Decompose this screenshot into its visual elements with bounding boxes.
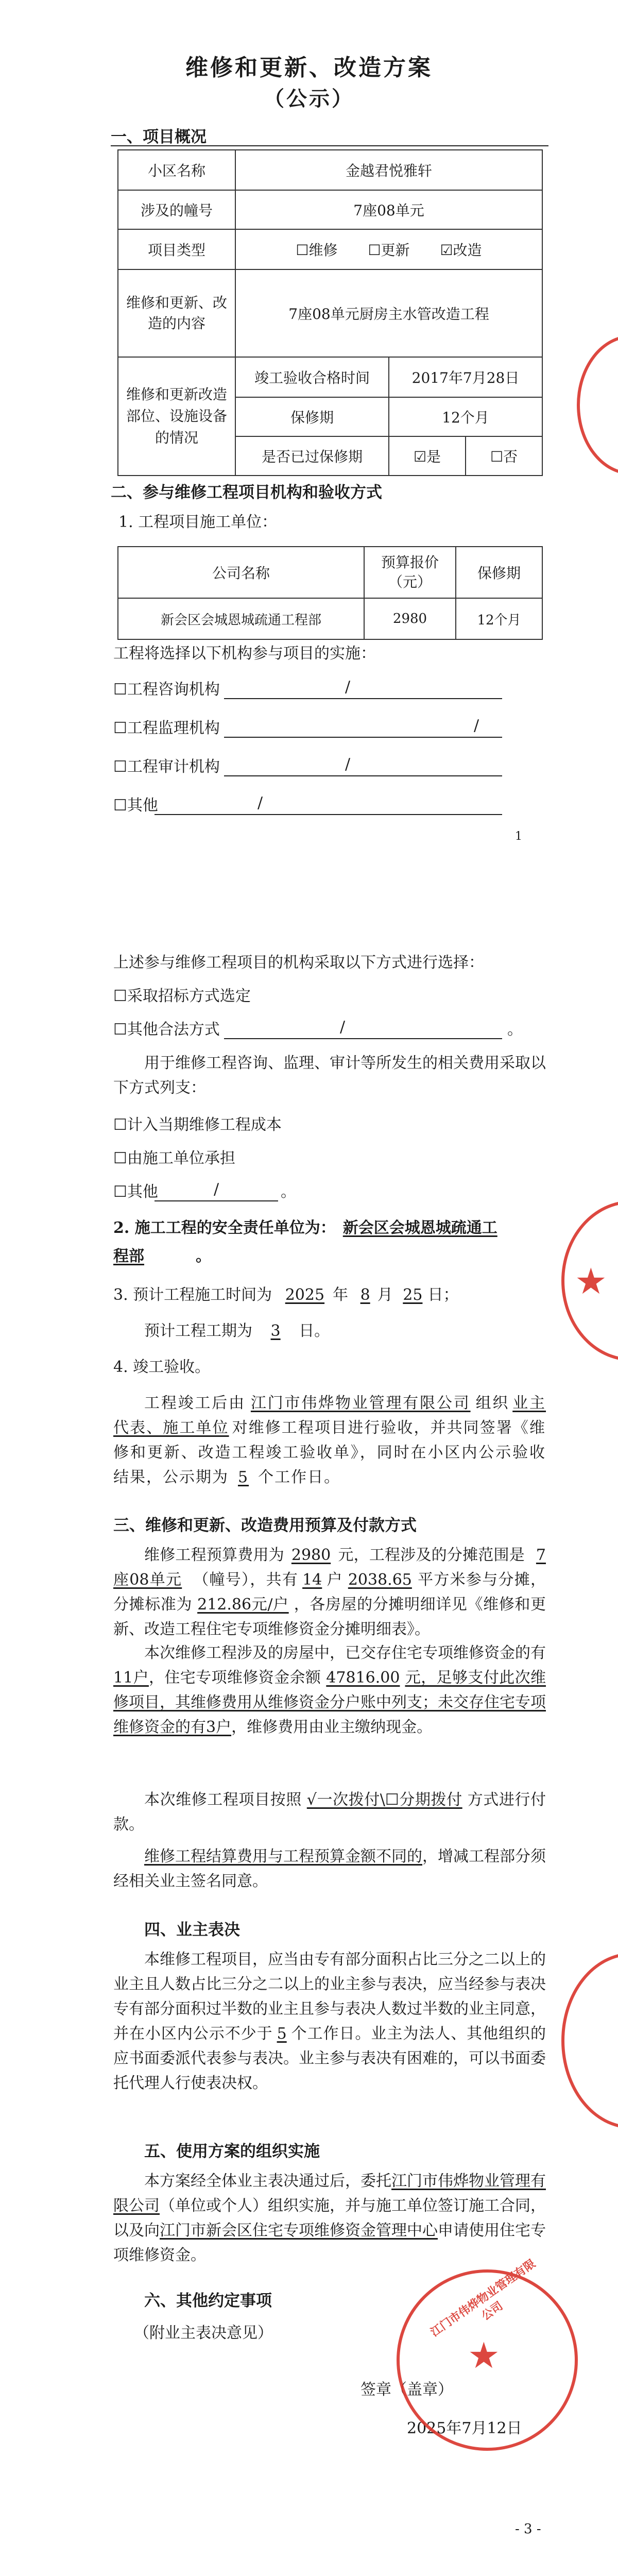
section-4-heading: 四、业主表决 <box>144 1921 240 1939</box>
start-year: 2025 <box>285 1286 325 1304</box>
warranty-label: 维修和更新改造部位、设施设备的情况 <box>118 357 235 476</box>
document-subtitle: （公示） <box>264 87 354 111</box>
acceptance-b: 组织 <box>475 1394 510 1412</box>
community-value: 金越君悦雅轩 <box>235 150 542 190</box>
type-options <box>235 229 542 269</box>
org-supervision-slash: / <box>474 717 479 735</box>
selection-other: ☐其他合法方式 <box>113 1021 220 1039</box>
fund-a: 本次维修工程涉及的房屋中，已交存住宅专项维修资金的有 <box>144 1644 546 1662</box>
seal-star-icon-2: ★ <box>575 1260 607 1302</box>
org-other-blank <box>154 814 502 815</box>
budget-a: 维修工程预算费用为 <box>144 1546 284 1564</box>
content-label: 维修和更新、改造的内容 <box>118 269 235 357</box>
expired-yes: ☑是 <box>389 436 466 476</box>
org-supervision-blank <box>224 737 502 738</box>
company-seal-edge-1 <box>561 1953 618 2129</box>
type-label: 项目类型 <box>118 229 235 269</box>
period-prefix: 预计工程工期为 <box>144 1322 252 1340</box>
selection-other-slash: / <box>340 1018 346 1036</box>
org-consulting-slash: / <box>345 678 351 696</box>
year-char: 年 <box>333 1286 349 1304</box>
adjust-text <box>113 1844 546 1894</box>
start-month: 8 <box>360 1286 370 1304</box>
fee-other-slash: / <box>214 1180 219 1198</box>
orgs-intro: 工程将选择以下机构参与项目的实施： <box>113 645 376 663</box>
acceptance-heading: 4. 竣工验收。 <box>113 1358 211 1376</box>
company-seal-edge-3 <box>577 335 618 475</box>
budget-value: 2980 <box>291 1546 331 1564</box>
impl-b: （单位或个人）组织实施，并与施工单位签订施工合同，以及向 <box>113 2197 546 2240</box>
section-1-heading: 一、项目概况 <box>111 128 207 146</box>
seal-star-icon: ★ <box>468 2334 500 2377</box>
budget-b: 元，工程涉及的分摊范围是 <box>338 1546 525 1564</box>
budget-text <box>113 1543 546 1642</box>
payment-option: √一次拨付\☐分期拨付 <box>306 1791 462 1809</box>
seal-text: 江门市伟烨物业管理有限公司 <box>428 2257 538 2340</box>
payment-a: 本次维修工程项目按照 <box>144 1791 302 1809</box>
selection-bid: ☐采取招标方式选定 <box>113 987 251 1005</box>
vote-b: 个工作日。业主为法人、其他组织的应书面委派代表参与表决。业主参与表决有困难的，可以书面委托代理人行使表决权。 <box>113 2025 546 2092</box>
period-value: 12个月 <box>389 397 542 436</box>
rate-value: 212.86元/户 <box>197 1596 289 1614</box>
signature-label: 签章（盖章） <box>360 2381 453 2399</box>
org-supervision: ☐工程监理机构 <box>113 719 220 737</box>
fund-d: ，维修费用由业主缴纳现金。 <box>231 1718 433 1736</box>
adjust-a: 维修工程结算费用与工程预算金额不同的 <box>144 1848 422 1866</box>
period-mark-2: 。 <box>281 1183 296 1201</box>
contractor-table <box>117 546 543 640</box>
rate-b: ，各房屋的分摊明细详见《维修和更新、改造工程住宅专项维修资金分摊明细表》。 <box>113 1596 546 1638</box>
area-b: 平方米参与分摊，分摊标准为 <box>113 1571 546 1614</box>
fee-text: 用于维修工程咨询、监理、审计等所发生的相关费用采取以下方式列支： <box>113 1054 546 1097</box>
vote-days: 5 <box>277 2025 287 2043</box>
impl-company: 江门市伟烨物业管理有限公司 <box>113 2172 546 2215</box>
project-overview-table <box>117 149 543 476</box>
impl-center: 江门市新会区住宅专项维修资金管理中心 <box>160 2222 438 2240</box>
org-audit-slash: / <box>345 755 351 773</box>
period-mark: 。 <box>507 1021 523 1039</box>
start-prefix: 3. 预计工程施工时间为 <box>113 1286 272 1304</box>
safety-unit-b: 程部 <box>113 1247 144 1265</box>
side-mark: 1 <box>515 830 522 843</box>
fee-option-1: ☐计入当期维修工程成本 <box>113 1116 282 1134</box>
col-warranty: 保修期 <box>456 547 542 598</box>
selection-intro: 上述参与维修工程项目的机构采取以下方式进行选择： <box>113 954 484 972</box>
section-2-heading: 二、参与维修工程项目机构和验收方式 <box>111 483 382 502</box>
safety-unit-a: 新会区会城恩城疏通工 <box>342 1219 497 1237</box>
fund-text <box>113 1641 546 1740</box>
acceptance-d: 个工作日。 <box>258 1468 341 1486</box>
acceptance-label: 竣工验收合格时间 <box>235 357 389 397</box>
start-line <box>113 1283 458 1308</box>
fund-balance: 47816.00 <box>326 1669 400 1687</box>
type-renovate-checkbox: ☑改造 <box>440 242 482 259</box>
unpaid-households: 3户 <box>206 1718 232 1736</box>
payment-text <box>113 1788 546 1837</box>
org-other-slash: / <box>258 794 263 812</box>
acceptance-days: 5 <box>238 1468 249 1486</box>
expired-no: ☐否 <box>466 436 542 476</box>
acceptance-text <box>113 1391 546 1490</box>
day-char: 日； <box>427 1286 459 1304</box>
adjust-b: ，增减工程部分须经相关业主签名同意。 <box>113 1848 546 1890</box>
section-1-rule <box>111 145 548 146</box>
org-audit: ☐工程审计机构 <box>113 758 220 776</box>
org-audit-blank <box>224 775 502 776</box>
households-b: 户 <box>326 1571 343 1589</box>
col-company: 公司名称 <box>118 547 364 598</box>
section-3-heading: 三、维修和更新、改造费用预算及付款方式 <box>113 1516 417 1535</box>
company-seal-bottom <box>397 2257 578 2451</box>
implementation-text <box>113 2169 546 2268</box>
building-value: 7座08单元 <box>235 190 542 229</box>
period-days: 3 <box>270 1322 281 1340</box>
safety-line <box>113 1216 497 1241</box>
scope-b: （幢号），共有 <box>193 1571 299 1589</box>
org-consulting-blank <box>224 698 502 699</box>
type-repair-checkbox: ☐维修 <box>296 242 338 259</box>
period-suffix: 日。 <box>299 1322 330 1340</box>
attachment-note: （附业主表决意见） <box>134 2324 273 2342</box>
signature-date-rest: 年7月12日 <box>446 2419 522 2437</box>
content-value: 7座08单元厨房主水管改造工程 <box>235 269 542 357</box>
fund-c: 元，足够支付此次维修项目，其维修费用从维修资金分户账中列支；未交存住宅专项维修资金的有 <box>113 1669 546 1736</box>
contractor-warranty: 12个月 <box>456 598 542 639</box>
fee-option-3: ☐其他 <box>113 1183 158 1201</box>
section-5-heading: 五、使用方案的组织实施 <box>144 2142 320 2161</box>
impl-c: 申请使用住宅专项维修资金。 <box>113 2222 546 2264</box>
acceptance-c: 对维修工程项目进行验收，并共同签署《维修和更新、改造工程竣工验收单》，同时在小区内公示验收结果，公示期为 <box>113 1419 546 1486</box>
col-budget: 预算报价（元） <box>364 547 456 598</box>
contractor-item: 1. 工程项目施工单位： <box>118 513 278 531</box>
impl-a: 本方案经全体业主表决通过后，委托 <box>144 2172 391 2190</box>
contractor-company: 新会区会城恩城疏通工程部 <box>118 598 364 639</box>
safety-line-2: 程部 。 <box>113 1247 211 1265</box>
safety-prefix: 2. 施工工程的安全责任单位为： <box>113 1219 336 1237</box>
acceptance-a: 工程竣工后由 <box>144 1394 246 1412</box>
acceptance-company: 江门市伟烨物业管理有限公司 <box>250 1394 471 1412</box>
document-title: 维修和更新、改造方案 <box>185 55 433 81</box>
period-line <box>144 1319 330 1344</box>
type-update-checkbox: ☐更新 <box>368 242 410 259</box>
org-other: ☐其他 <box>113 796 158 815</box>
period-label: 保修期 <box>235 397 389 436</box>
expired-label: 是否已过保修期 <box>235 436 389 476</box>
households: 14 <box>302 1571 322 1589</box>
start-day: 25 <box>403 1286 423 1304</box>
page-number: - 3 - <box>515 2521 541 2537</box>
scope-value: 7座08单元 <box>113 1546 546 1589</box>
fund-b: ，住宅专项维修资金余额 <box>148 1669 321 1687</box>
company-seal-edge-2 <box>561 1200 618 1361</box>
selection-other-blank <box>224 1038 502 1039</box>
month-char: 月 <box>377 1286 393 1304</box>
building-label: 涉及的幢号 <box>118 190 235 229</box>
contractor-budget: 2980 <box>364 598 456 639</box>
vote-a: 本维修工程项目，应当由专有部分面积占比三分之二以上的业主且人数占比三分之二以上的业主参与表决，应当经参与表决专有部分面积过半数的业主且参与表决人数过半数的业主同意，并在小区内公示不少于 <box>113 1951 546 2043</box>
org-consulting: ☐工程咨询机构 <box>113 681 220 699</box>
fee-option-2: ☐由施工单位承担 <box>113 1149 235 1167</box>
fund-households: 11户 <box>113 1669 149 1687</box>
area-value: 2038.65 <box>348 1571 412 1589</box>
community-label: 小区名称 <box>118 150 235 190</box>
vote-text <box>113 1947 546 2096</box>
acceptance-value: 2017年7月28日 <box>389 357 542 397</box>
payment-b: 方式进行付款。 <box>113 1791 546 1834</box>
section-6-heading: 六、其他约定事项 <box>144 2292 272 2310</box>
signature-year: 2025 <box>407 2419 447 2437</box>
acceptance-parties: 业主代表、施工单位 <box>113 1394 546 1437</box>
